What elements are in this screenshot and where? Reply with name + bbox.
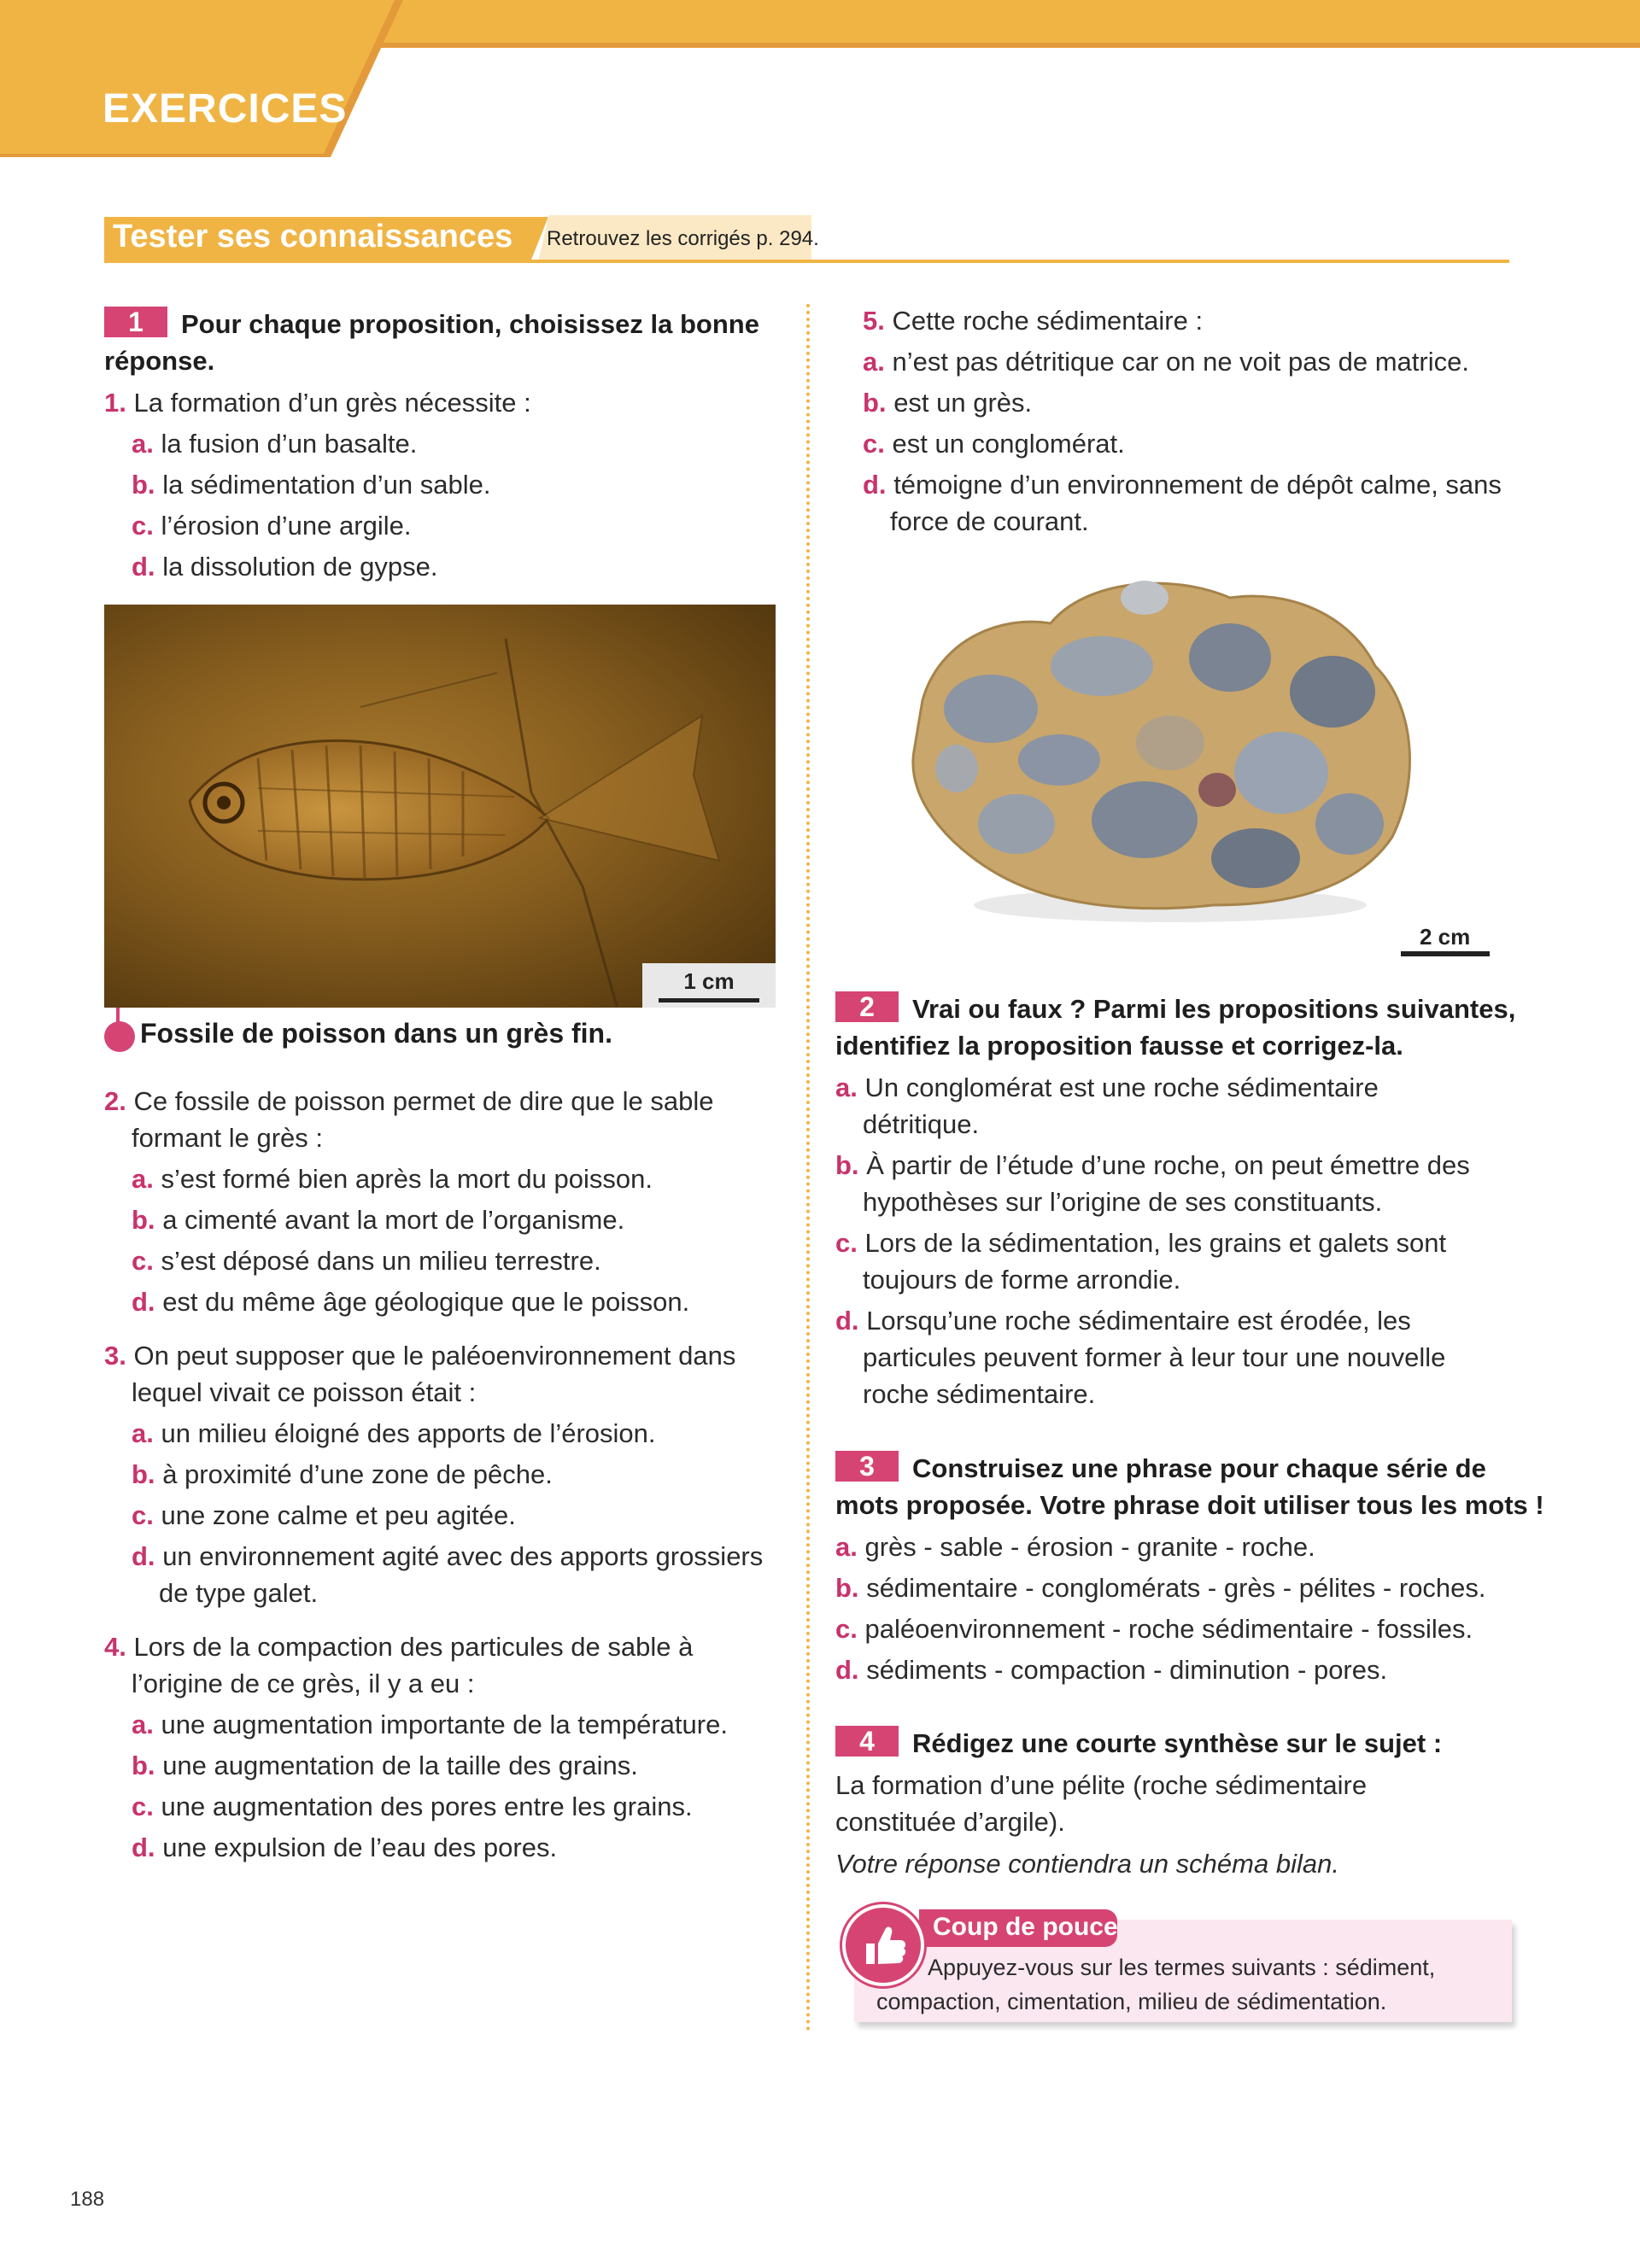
question-2: 2. Ce fossile de poisson permet de dire que le sable bbox=[104, 1086, 714, 1116]
exercise-3-item-a: a. grès - sable - érosion - granite - roche. bbox=[835, 1532, 1315, 1562]
tip-text-line1: Appuyez-vous sur les termes suivants : sédiment, bbox=[928, 1955, 1436, 1980]
exercise-3-title-line2: mots proposée. Votre phrase doit utiliser tous les mots ! bbox=[835, 1490, 1544, 1520]
question-5-option-d: d. témoigne d’un environnement de dépôt calme, sans bbox=[863, 470, 1502, 500]
question-5-block bbox=[863, 302, 1520, 540]
exercise-1-title: 1 Pour chaque proposition, choisissez la bonne bbox=[104, 306, 788, 342]
question-2-option-c: c. s’est déposé dans un milieu terrestre. bbox=[132, 1246, 601, 1276]
exercise-1-number: 1 bbox=[104, 307, 167, 337]
rock-scale-bar bbox=[1401, 951, 1490, 956]
fish-fossil-photo bbox=[104, 605, 776, 1008]
exercise-2-item-d-line3: roche sédimentaire. bbox=[863, 1379, 1096, 1409]
question-4-option-a: a. une augmentation importante de la température. bbox=[132, 1710, 728, 1739]
exercise-2-item-a-line2: détritique. bbox=[863, 1109, 980, 1139]
fossil-scale-label: 1 cm bbox=[683, 968, 735, 994]
fossil-scale-box bbox=[642, 963, 776, 1008]
exercise-3-item-b: b. sédimentaire - conglomérats - grès - pélites - roches. bbox=[835, 1573, 1486, 1603]
exercise-3-item-d: d. sédiments - compaction - diminution - pores. bbox=[835, 1655, 1388, 1685]
question-1-option-b: b. la sédimentation d’un sable. bbox=[132, 470, 491, 500]
question-5: 5. Cette roche sédimentaire : bbox=[863, 306, 1204, 336]
exercise-4-instruction: Votre réponse contiendra un schéma bilan. bbox=[835, 1849, 1339, 1879]
exercise-4-title: 4 Rédigez une courte synthèse sur le sujet : bbox=[835, 1725, 1519, 1762]
exercise-2-item-d-line2: particules peuvent former à leur tour une nouvelle bbox=[863, 1342, 1446, 1372]
page-title: EXERCICES bbox=[102, 86, 348, 132]
tip-label: Coup de pouce bbox=[933, 1913, 1118, 1941]
column-divider bbox=[806, 304, 810, 2032]
exercise-3 bbox=[835, 1450, 1544, 1688]
fossil-scale-bar bbox=[659, 998, 759, 1002]
page-number: 188 bbox=[70, 2188, 105, 2211]
fossil-caption: Fossile de poisson dans un grès fin. bbox=[140, 1018, 612, 1049]
question-5-option-b: b. est un grès. bbox=[863, 388, 1033, 418]
exercise-2-item-d: d. Lorsqu’une roche sédimentaire est érodée, les bbox=[835, 1306, 1411, 1336]
exercise-2-number: 2 bbox=[835, 991, 899, 1022]
exercise-2-item-b: b. À partir de l’étude d’une roche, on peut émettre des bbox=[835, 1150, 1470, 1180]
exercise-4-number: 4 bbox=[835, 1726, 899, 1757]
question-3-option-a: a. un milieu éloigné des apports de l’érosion. bbox=[132, 1418, 656, 1448]
question-2-option-d: d. est du même âge géologique que le poisson. bbox=[132, 1287, 690, 1317]
exercise-2-title-line2: identifiez la proposition fausse et corrigez-la. bbox=[835, 1031, 1403, 1061]
question-4-line2: l’origine de ce grès, il y a eu : bbox=[132, 1669, 475, 1698]
exercise-2 bbox=[835, 991, 1519, 1412]
question-1-option-d: d. la dissolution de gypse. bbox=[132, 552, 438, 582]
exercise-1-title-line2: réponse. bbox=[104, 346, 215, 376]
exercise-1-intro bbox=[104, 306, 788, 585]
tip-text bbox=[876, 1950, 1435, 2019]
exercise-3-title: 3 Construisez une phrase pour chaque série de bbox=[835, 1450, 1536, 1487]
exercise-2-item-c: c. Lors de la sédimentation, les grains et galets sont bbox=[835, 1228, 1447, 1258]
question-5-option-d-line2: force de courant. bbox=[890, 506, 1089, 536]
question-5-option-a: a. n’est pas détritique car on ne voit pas de matrice. bbox=[863, 347, 1469, 377]
exercise-2-title: 2 Vrai ou faux ? Parmi les propositions suivantes, bbox=[835, 991, 1519, 1027]
question-1: 1. La formation d’un grès nécessite : bbox=[104, 388, 531, 418]
exercise-2-item-a: a. Un conglomérat est une roche sédimentaire bbox=[835, 1073, 1379, 1102]
section-rule bbox=[104, 260, 1509, 263]
question-3-option-d: d. un environnement agité avec des apports grossiers bbox=[132, 1541, 764, 1571]
question-2-option-b: b. a cimenté avant la mort de l’organisme. bbox=[132, 1205, 625, 1235]
question-4-option-b: b. une augmentation de la taille des grains. bbox=[132, 1751, 638, 1780]
exercise-1-questions bbox=[104, 1083, 796, 1866]
question-4-option-c: c. une augmentation des pores entre les grains. bbox=[132, 1792, 693, 1821]
exercise-3-item-c: c. paléoenvironnement - roche sédimentaire - fossiles. bbox=[835, 1614, 1473, 1644]
section-note: Retrouvez les corrigés p. 294. bbox=[547, 227, 819, 250]
exercise-4-line2: constituée d’argile). bbox=[835, 1807, 1065, 1837]
tip-text-line2: compaction, cimentation, milieu de sédimentation. bbox=[876, 1989, 1387, 2014]
question-3-option-b: b. à proximité d’une zone de pêche. bbox=[132, 1459, 553, 1489]
exercise-4-line1: La formation d’une pélite (roche sédimentaire bbox=[835, 1770, 1368, 1800]
question-3-option-c: c. une zone calme et peu agitée. bbox=[132, 1500, 516, 1530]
question-4: 4. Lors de la compaction des particules de sable à bbox=[104, 1632, 694, 1662]
question-3: 3. On peut supposer que le paléoenvironnement dans bbox=[104, 1341, 736, 1371]
exercise-2-item-c-line2: toujours de forme arrondie. bbox=[863, 1265, 1181, 1295]
section-title: Tester ses connaissances bbox=[113, 219, 513, 254]
question-3-option-d-line2: de type galet. bbox=[159, 1578, 319, 1608]
rock-scale-label: 2 cm bbox=[1420, 924, 1471, 950]
caption-bullet bbox=[104, 1021, 135, 1052]
exercise-2-item-b-line2: hypothèses sur l’origine de ses constituants. bbox=[863, 1187, 1383, 1217]
question-2-option-a: a. s’est formé bien après la mort du poisson. bbox=[132, 1164, 653, 1194]
exercise-3-number: 3 bbox=[835, 1451, 899, 1482]
question-5-option-c: c. est un conglomérat. bbox=[863, 429, 1125, 459]
question-1-option-c: c. l’érosion d’une argile. bbox=[132, 511, 412, 541]
exercise-4 bbox=[835, 1725, 1519, 1882]
question-1-option-a: a. la fusion d’un basalte. bbox=[132, 429, 418, 459]
question-2-line2: formant le grès : bbox=[132, 1123, 323, 1153]
question-4-option-d: d. une expulsion de l’eau des pores. bbox=[132, 1833, 558, 1862]
conglomerate-rock-photo bbox=[888, 564, 1435, 939]
question-3-line2: lequel vivait ce poisson était : bbox=[132, 1377, 477, 1407]
